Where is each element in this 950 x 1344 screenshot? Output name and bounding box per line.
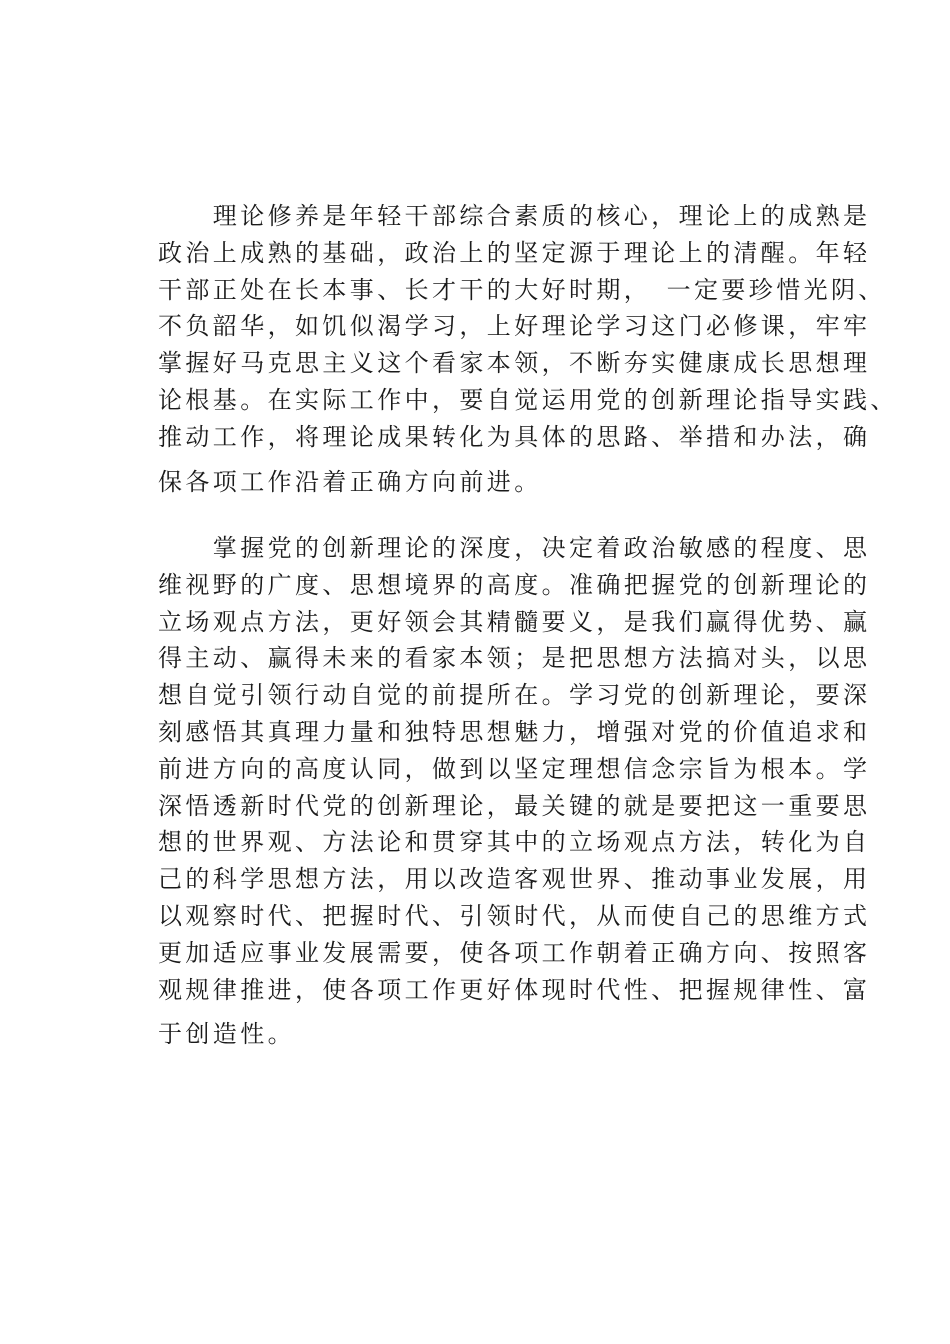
text-line: 不负韶华，如饥似渴学习，上好理论学习这门必修课，牢牢 — [158, 312, 871, 341]
text-line: 推动工作，将理论成果转化为具体的思路、举措和办法，确 — [158, 422, 871, 451]
text-line: 掌握好马克思主义这个看家本领，不断夯实健康成长思想理 — [158, 349, 871, 378]
text-line: 维视野的广度、思想境界的高度。准确把握党的创新理论的 — [158, 570, 871, 599]
text-line: 刻感悟其真理力量和独特思想魅力，增强对党的价值追求和 — [158, 717, 871, 746]
text-line: 想的世界观、方法论和贯穿其中的立场观点方法，转化为自 — [158, 828, 871, 857]
text-line: 己的科学思想方法，用以改造客观世界、推动事业发展，用 — [158, 865, 871, 894]
text-line: 深悟透新时代党的创新理论，最关键的就是要把这一重要思 — [158, 791, 871, 820]
text-line: 理论修养是年轻干部综合素质的核心，理论上的成熟是 — [158, 202, 871, 230]
text-line: 干部正处在长本事、长才干的大好时期， 一定要珍惜光阴、 — [158, 275, 886, 304]
text-line: 前进方向的高度认同，做到以坚定理想信念宗旨为根本。学 — [158, 754, 871, 783]
text-line: 保各项工作沿着正确方向前进。 — [158, 467, 542, 496]
text-line: 得主动、赢得未来的看家本领；是把思想方法搞对头，以思 — [158, 644, 871, 673]
paragraph-innovative-theory — [158, 530, 871, 1053]
text-line: 想自觉引领行动自觉的前提所在。学习党的创新理论，要深 — [158, 681, 871, 710]
text-line: 政治上成熟的基础，政治上的坚定源于理论上的清醒。年轻 — [158, 238, 871, 267]
text-line: 以观察时代、把握时代、引领时代，从而使自己的思维方式 — [158, 901, 871, 930]
text-line: 观规律推进，使各项工作更好体现时代性、把握规律性、富 — [158, 975, 871, 1004]
paragraph-theory-cultivation — [158, 198, 898, 500]
text-line: 更加适应事业发展需要，使各项工作朝着正确方向、按照客 — [158, 938, 871, 967]
text-line: 掌握党的创新理论的深度，决定着政治敏感的程度、思 — [158, 534, 871, 562]
text-line: 论根基。在实际工作中，要自觉运用党的创新理论指导实践、 — [158, 385, 898, 414]
text-line: 于创造性。 — [158, 1020, 295, 1049]
text-line: 立场观点方法，更好领会其精髓要义，是我们赢得优势、赢 — [158, 607, 871, 636]
